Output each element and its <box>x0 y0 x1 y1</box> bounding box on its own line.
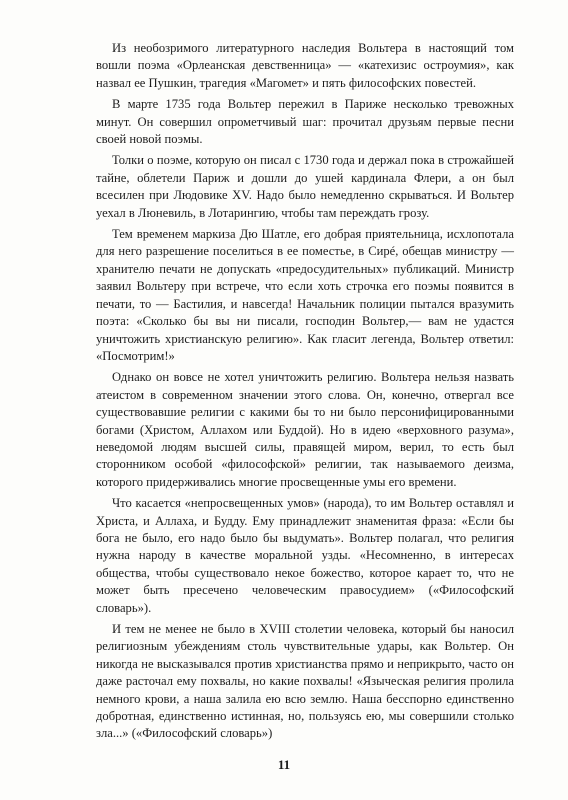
paragraph-4: Тем временем маркиза Дю Шатле, его добрая приятельница, исхлопотала для него разрешение поселиться в ее поместье, в Сирé, обещав министру — хранителю печати не допускать «предосудительных» публикаций. Министр заявил Вольтеру при встрече, что если хоть строчка его поэмы появится в печати, то — Бастилия, и навсегда! Начальник полиции пытался вразумить поэта: «Сколько бы вы ни писали, господин Вольтер,— вам не удастся уничтожить христианскую религию». Как гласит легенда, Вольтер ответил: «Посмотрим!» <box>96 227 514 363</box>
paragraph-7: И тем не менее не было в XVIII столетии человека, который бы наносил религиозным убеждениям столь чувствительные удары, как Вольтер. Он никогда не высказывался против христианства прямо и неприкрыто, часто он даже расточал ему похвалы, но какие похвалы! «Языческая религия пролила немного крови, а наша залила ею всю землю. Наша бесспорно единственно добротная, единственно истинная, но, пользуясь ею, мы совершили столько зла...» («Философский словарь») <box>96 622 514 741</box>
paragraph-6: Что касается «непросвещенных умов» (народа), то им Вольтер оставлял и Христа, и Аллаха, и Будду. Ему принадлежит знаменитая фраза: «Если бы бога не было, его надо было бы выдумать». Вольтер полагал, что религия нужна народу в качестве моральной узды. «Несомненно, в интересах общества, чтобы существовало некое божество, которое карает то, что не может быть пресечено человеческим правосудием» («Философский словарь»). <box>96 496 514 615</box>
page-number: 11 <box>277 757 291 772</box>
paragraph-2: В марте 1735 года Вольтер пережил в Париже несколько тревожных минут. Он совершил опрометчивый шаг: прочитал друзьям первые песни своей новой поэмы. <box>96 97 514 147</box>
paragraph-1: Из необозримого литературного наследия Вольтера в настоящий том вошли поэма «Орлеанская девственница» — «катехизис остроумия», как назвал ее Пушкин, трагедия «Магомет» и пять философских повестей. <box>96 41 514 90</box>
paragraph-5: Однако он вовсе не хотел уничтожить религию. Вольтера нельзя назвать атеистом в современном значении этого слова. Он, конечно, отвергал все существовавшие религии с какими бы то ни было персонифицированными богами (Христом, Аллахом или Буддой). Но в идею «верховного разума», неведомой людям высшей силы, правящей миром, верил, то есть был сторонником особой «философской» религии, так называемого деизма, которого придерживались многие просвещенные умы его времени. <box>96 370 514 489</box>
paragraph-3: Толки о поэме, которую он писал с 1730 года и держал пока в строжайшей тайне, облетели Париж и дошли до ушей кардинала Флери, а он был всесилен при Людовике XV. Надо было немедленно скрываться. И Вольтер уехал в Люневиль, в Лотарингию, чтобы там переждать грозу. <box>96 153 514 220</box>
body-text <box>96 40 514 747</box>
